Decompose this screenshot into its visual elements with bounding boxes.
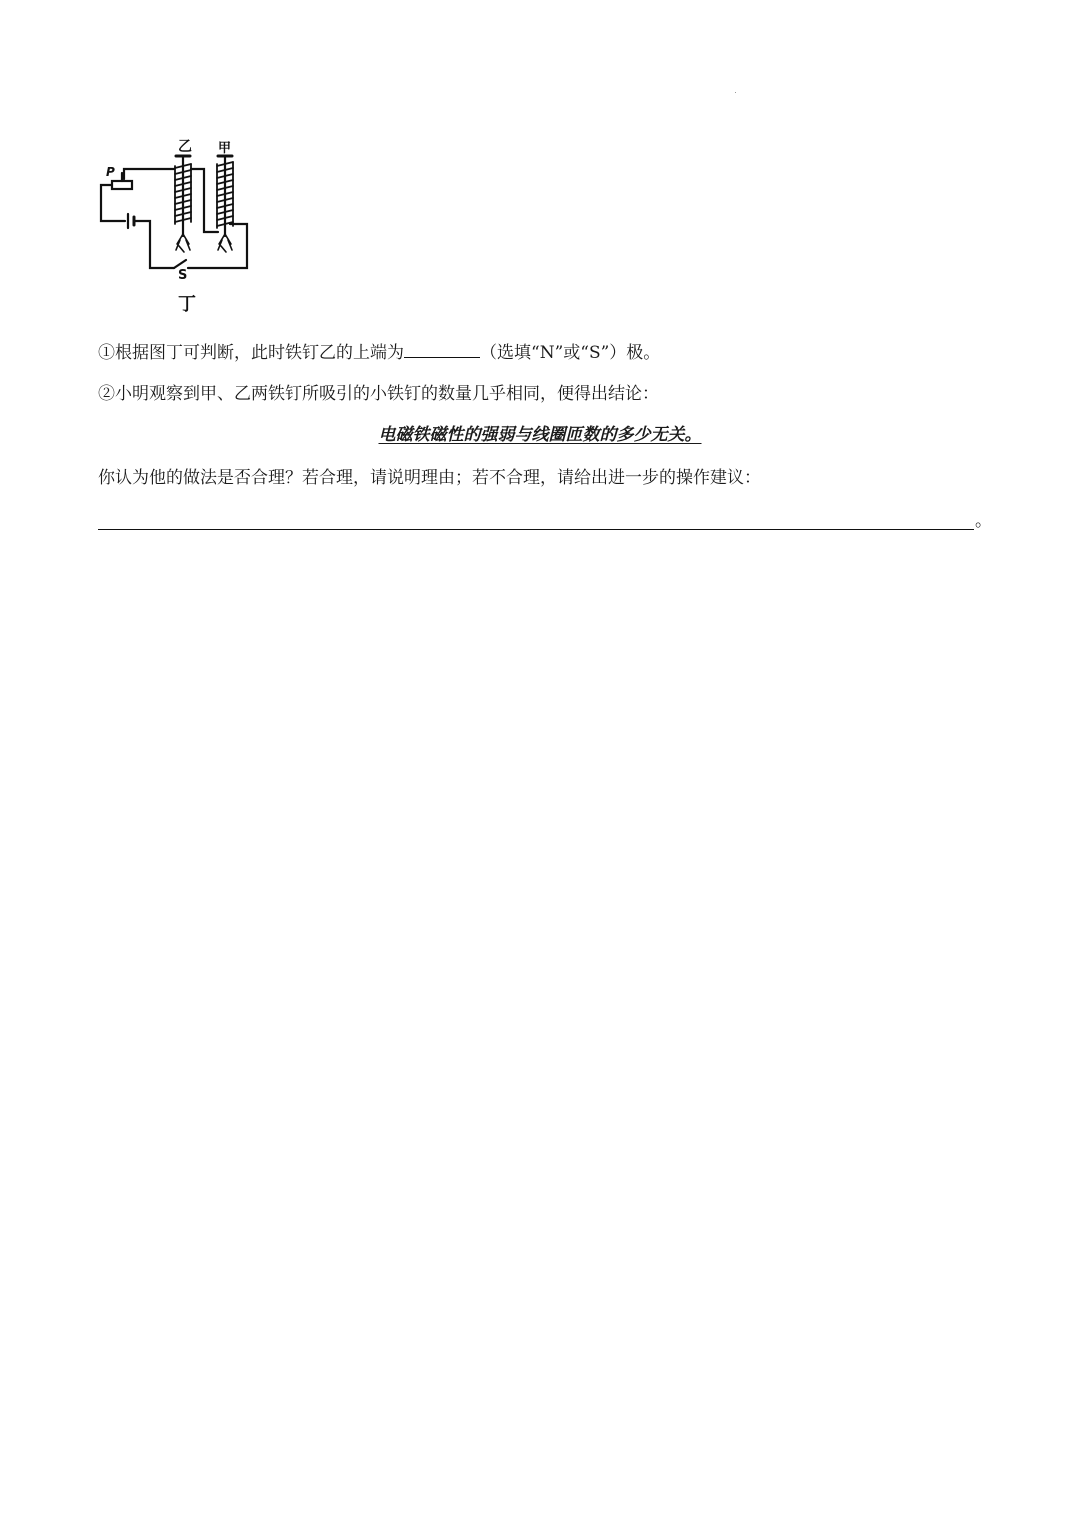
wire-battery-bottom [134,221,174,268]
wire-top-left [124,169,174,179]
label-slider-p: P [106,165,115,179]
conclusion-statement [0,424,1080,446]
answer-end-mark: 。 [975,511,992,531]
figure-caption: 丁 [178,294,196,315]
item1-options: （选填“N”或“S”）极。 [480,343,661,363]
rheostat [112,181,132,189]
switch-blade [174,260,186,268]
question-item-2: ②小明观察到甲、乙两铁钉所吸引的小铁钉的数量几乎相同，便得出结论： [98,384,659,404]
wire-left [101,185,125,221]
item1-text: ①根据图丁可判断，此时铁钉乙的上端为 [98,343,404,363]
conclusion-text: 电磁铁磁性的强弱与线圈匝数的多少无关。 [378,425,702,445]
question-prompt: 你认为他的做法是否合理？若合理，请说明理由；若不合理，请给出进一步的操作建议： [98,468,761,488]
label-switch-s: S [178,268,188,283]
answer-blank-1[interactable] [404,340,480,358]
scan-speck [735,92,736,93]
question-item-1 [98,340,660,364]
circuit-diagram [92,136,262,326]
label-nail-jia: 甲 [218,141,232,156]
wire-bottom-right [188,224,247,268]
circuit-drawing [92,136,262,326]
label-nail-yi: 乙 [178,139,192,155]
wire-between-nails [191,169,218,232]
answer-line[interactable] [98,529,974,530]
